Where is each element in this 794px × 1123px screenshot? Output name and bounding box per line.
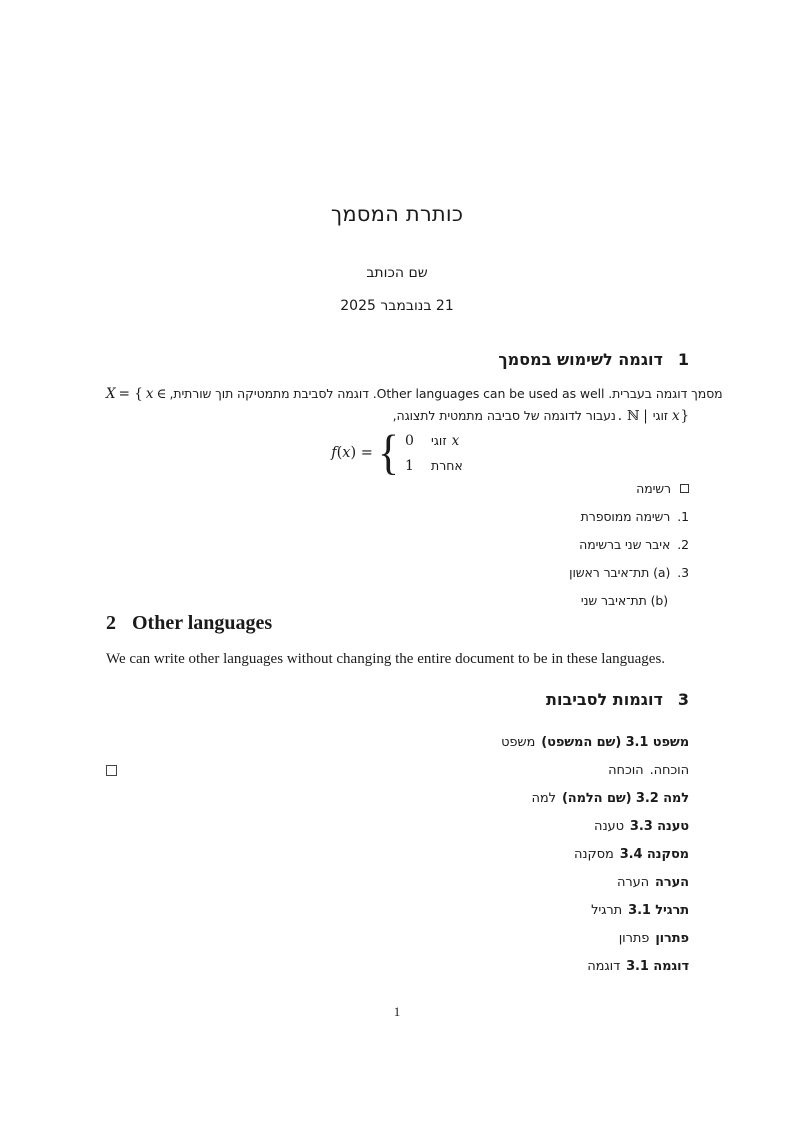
math-var-X: X	[106, 386, 116, 402]
math-even-word: זוגי	[652, 408, 668, 423]
item-2-text: איבר שני ברשימה	[579, 537, 671, 552]
math-f-arg: x	[342, 445, 351, 461]
subitem-a-text: (a) תת־איבר ראשון	[569, 565, 671, 580]
remark-line	[106, 875, 689, 890]
section-2-title: Other languages	[132, 612, 273, 634]
numbered-item-1	[106, 509, 689, 524]
example-line	[106, 959, 689, 974]
example-body: דוגמה	[587, 959, 621, 974]
proof-label: הוכחה.	[649, 763, 689, 778]
cases-column	[405, 433, 463, 474]
theorem-line	[106, 735, 689, 750]
math-close-brace: }	[680, 408, 689, 424]
exercise-label: תרגיל 3.1	[628, 903, 689, 918]
math-paren-close-eq: ) =	[350, 445, 373, 461]
math-var-x2: x	[671, 408, 680, 424]
corollary-body: מסקנה	[574, 847, 614, 862]
lemma-label: למה 3.2 (שם הלמה)	[561, 791, 689, 806]
section-1-number: 1	[677, 350, 689, 369]
author-name: שם הכותב	[366, 265, 428, 281]
case-condition-otherwise: אחרת	[430, 457, 463, 473]
cases-row-even	[405, 433, 463, 449]
item-1-marker: 1.	[677, 509, 689, 524]
claim-body: טענה	[594, 819, 624, 834]
section-3-heading	[106, 690, 689, 709]
math-var-x: x	[145, 386, 154, 402]
case-condition-even	[431, 433, 459, 449]
section-1-heading	[106, 350, 689, 369]
document-date: 21 בנובמבר 2025	[340, 298, 454, 314]
solution-label: פתרון	[655, 931, 689, 946]
bullet-item-text: רשימה	[636, 481, 671, 496]
lemma-body: למה	[531, 791, 556, 806]
math-eq-brace: = {	[118, 386, 143, 402]
page-number: 1	[393, 1004, 401, 1019]
proof-body: הוכחה	[608, 763, 644, 778]
paragraph-line-1-text: מסמך דוגמה בעברית. Other languages can be used as well. דוגמה לסביבת מתמטיקה תוך שורתית,	[169, 386, 723, 401]
claim-label: טענה 3.3	[629, 819, 689, 834]
numbered-item-2	[106, 537, 689, 552]
remark-body: הערה	[616, 875, 650, 890]
section-2-number: 2	[106, 612, 116, 634]
display-math-cases	[0, 424, 794, 482]
numbered-item-3	[106, 565, 689, 580]
section-3-title: דוגמות לסביבות	[546, 690, 663, 709]
item-1-text: רשימה ממוספרת	[580, 509, 671, 524]
cases-row-otherwise	[405, 458, 463, 474]
cond-var-x: x	[451, 432, 460, 449]
sentence-period: .	[617, 408, 622, 424]
item-2-marker: 2.	[677, 537, 689, 552]
solution-line	[106, 931, 689, 946]
proof-text	[608, 763, 689, 778]
section-2-heading	[106, 612, 689, 635]
case-value-1: 1	[404, 457, 414, 474]
math-paren-open: (	[336, 445, 343, 461]
corollary-label: מסקנה 3.4	[619, 847, 689, 862]
math-such-that-bar: |	[643, 408, 648, 424]
math-element-of: ∈	[156, 386, 167, 402]
item-3-marker: 3.	[677, 565, 689, 580]
math-f: f	[331, 445, 337, 461]
subitem-b-text: (b) תת־איבר שני	[580, 593, 668, 608]
section-3-number: 3	[677, 690, 689, 709]
theorem-body: משפט	[501, 735, 536, 750]
exercise-body: תרגיל	[591, 903, 623, 918]
paragraph-line-2	[106, 407, 689, 425]
lemma-line	[106, 791, 689, 806]
paragraph-line-1	[106, 385, 723, 403]
cond-word-even: זוגי	[430, 432, 447, 448]
case-value-0: 0	[404, 432, 414, 449]
qed-box-icon	[106, 765, 117, 776]
section-1-title: דוגמה לשימוש במסמך	[498, 350, 663, 369]
proof-line	[106, 763, 689, 778]
theorem-label: משפט 3.1 (שם המשפט)	[541, 735, 689, 750]
exercise-line	[106, 903, 689, 918]
cases-brace: {	[377, 425, 399, 480]
inline-math-open	[106, 386, 169, 403]
bullet-square-icon	[680, 484, 689, 493]
paragraph-line-2-text: נעבור לדוגמה של סביבה מתמטית לתצוגה,	[392, 408, 616, 423]
subitem-b	[106, 593, 689, 608]
function-lhs	[331, 445, 373, 461]
remark-label: הערה	[655, 875, 689, 890]
section-2-paragraph: We can write other languages without changing the entire document to be in these languages.	[106, 651, 666, 667]
bullet-list-item	[106, 481, 689, 496]
claim-line	[106, 819, 689, 834]
solution-body: פתרון	[618, 931, 650, 946]
math-naturals-symbol: ℕ	[627, 408, 640, 424]
corollary-line	[106, 847, 689, 862]
example-label: דוגמה 3.1	[626, 959, 689, 974]
document-title: כותרת המסמך	[330, 202, 464, 226]
